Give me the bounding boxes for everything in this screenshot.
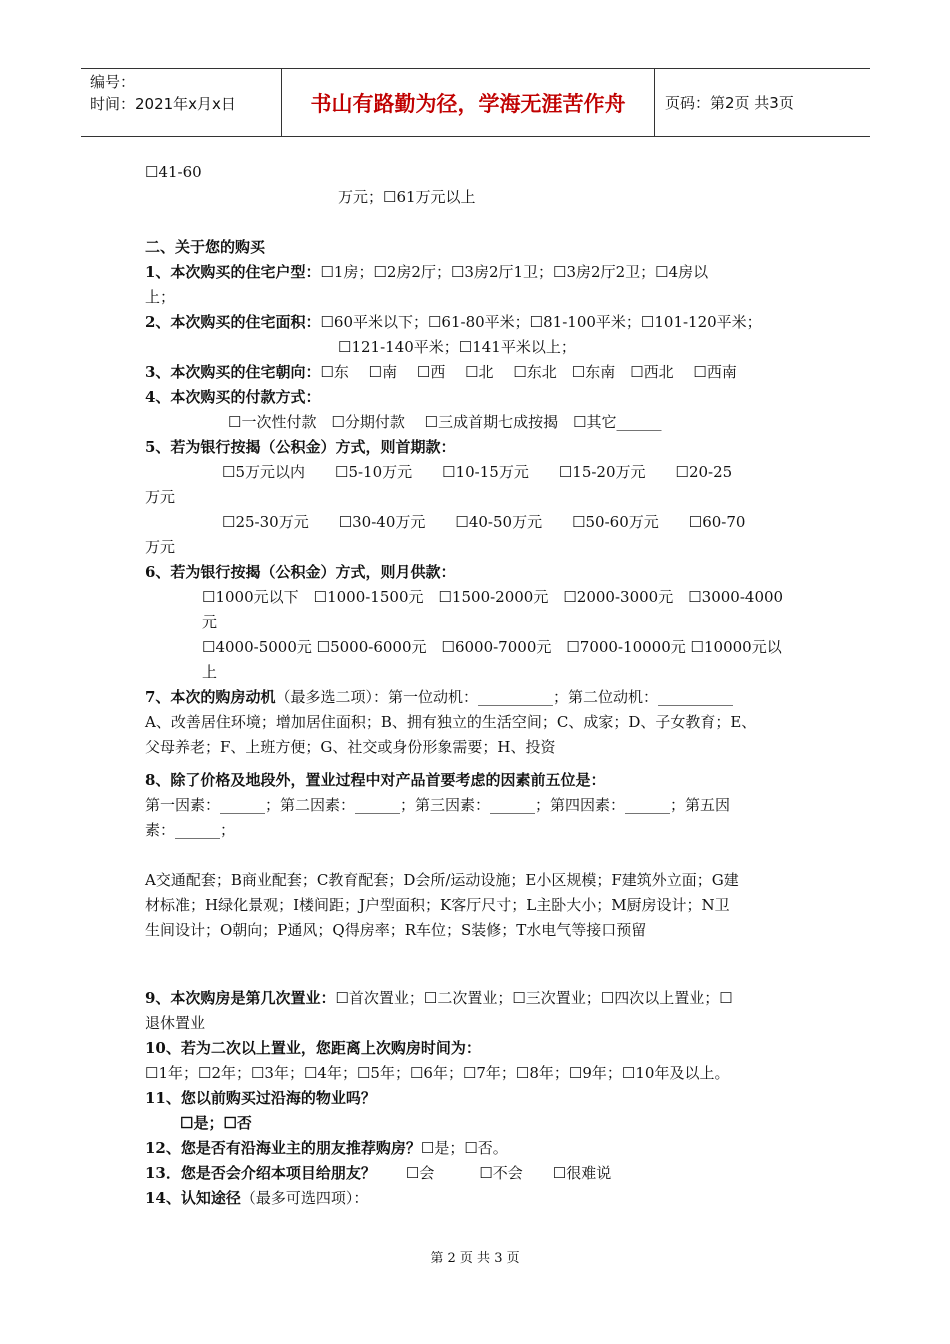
- question-9-options: ☐首次置业；☐二次置业；☐三次置业；☐四次以上置业；☐: [335, 989, 733, 1007]
- question-3-options: ☐东 ☐南 ☐西 ☐北 ☐东北 ☐东南 ☐西北 ☐西南: [320, 363, 737, 381]
- question-4-options: ☐一次性付款 ☐分期付款 ☐三成首期七成按揭 ☐其它______: [228, 413, 662, 431]
- question-1-options: ☐1房；☐2房2厅；☐3房2厅1卫；☐3房2厅2卫；☐4房以: [320, 263, 709, 281]
- question-7-label: 7、本次的购房动机: [145, 688, 276, 706]
- header-page-info: 页码：第2页 共3页: [665, 94, 794, 112]
- question-13: [145, 1163, 611, 1183]
- question-11-label: 11、您以前购买过沿海的物业吗？: [145, 1089, 376, 1107]
- page-footer: 第 2 页 共 3 页: [430, 1251, 520, 1266]
- question-2-options-cont: ☐121-140平米；☐141平米以上；: [338, 338, 576, 356]
- question-6-label: 6、若为银行按揭（公积金）方式，则月供款：: [145, 563, 456, 581]
- question-11-options: ☐是；☐否: [180, 1114, 252, 1132]
- question-2: [145, 312, 762, 332]
- header-meta: [81, 69, 282, 136]
- question-5-options-row1-cont: 万元: [145, 488, 176, 506]
- question-5-options-row2-cont: 万元: [145, 538, 176, 556]
- question-14-hint: （最多可选四项）：: [240, 1189, 369, 1207]
- question-8-factors-2: 材标准；H绿化景观；I楼间距；J户型面积；K客厅尺寸；L主卧大小；M厨房设计；N卫: [145, 896, 730, 914]
- question-4-label: 4、本次购买的付款方式：: [145, 388, 321, 406]
- question-5-label: 5、若为银行按揭（公积金）方式，则首期款：: [145, 438, 456, 456]
- question-7-blanks: （最多选二项）：第一位动机：__________；第二位动机：__________: [275, 688, 733, 706]
- question-1-options-cont: 上；: [145, 288, 176, 306]
- question-14: [145, 1188, 368, 1208]
- question-8-label: 8、除了价格及地段外，置业过程中对产品首要考虑的因素前五位是：: [145, 771, 606, 789]
- question-10-options: ☐1年；☐2年；☐3年；☐4年；☐5年；☐6年；☐7年；☐8年；☐9年；☐10年及以上。: [145, 1064, 730, 1082]
- option-income-41-60: ☐41-60: [145, 163, 202, 181]
- question-5-options-row1: ☐5万元以内 ☐5-10万元 ☐10-15万元 ☐15-20万元 ☐20-25: [222, 463, 733, 481]
- question-1-label: 1、本次购买的住宅户型：: [145, 263, 321, 281]
- question-2-options: ☐60平米以下；☐61-80平米；☐81-100平米；☐101-120平米；: [320, 313, 762, 331]
- question-12: [145, 1138, 508, 1158]
- question-6-options-row2-cont: 上: [202, 663, 218, 681]
- question-9: [145, 988, 733, 1008]
- question-8-factors-1: A交通配套；B商业配套；C教育配套；D会所/运动设施；E小区规模；F建筑外立面；G建: [145, 871, 739, 889]
- question-5-options-row2: ☐25-30万元 ☐30-40万元 ☐40-50万元 ☐50-60万元 ☐60-70: [222, 513, 746, 531]
- header-motto: 书山有路勤为径，学海无涯苦作舟: [282, 69, 655, 136]
- question-3-label: 3、本次购买的住宅朝向：: [145, 363, 321, 381]
- document-date: 时间：2021年x月x日: [90, 95, 236, 113]
- question-13-label: 13．您是否会介绍本项目给朋友？: [145, 1164, 376, 1182]
- section-heading-purchase: 二、关于您的购买: [145, 238, 266, 256]
- question-7: [145, 687, 733, 707]
- question-14-label: 14、认知途径: [145, 1189, 241, 1207]
- question-3: [145, 362, 737, 382]
- question-6-options-row2: ☐4000-5000元 ☐5000-6000元 ☐6000-7000元 ☐7000-10000元 ☐10000元以: [202, 638, 782, 656]
- page-header: [81, 68, 870, 137]
- question-10-label: 10、若为二次以上置业，您距离上次购房时间为：: [145, 1039, 481, 1057]
- option-income-61-plus: 万元；☐61万元以上: [338, 188, 476, 206]
- question-1: [145, 262, 708, 282]
- question-12-label: 12、您是否有沿海业主的朋友推荐购房？: [145, 1139, 421, 1157]
- question-7-choices-1: A、改善居住环境；增加居住面积；B、拥有独立的生活空间；C、成家；D、子女教育；E、: [145, 713, 757, 731]
- question-6-options-row1: ☐1000元以下 ☐1000-1500元 ☐1500-2000元 ☐2000-3000元 ☐3000-4000: [202, 588, 784, 606]
- question-8-factors-3: 生间设计；O朝向；P通风；Q得房率；R车位；S装修；T水电气等接口预留: [145, 921, 647, 939]
- question-9-options-cont: 退休置业: [145, 1014, 206, 1032]
- question-8-blanks: 第一因素：______；第二因素：______；第三因素：______；第四因素：______；第五因: [145, 796, 731, 814]
- question-7-choices-2: 父母养老；F、上班方便；G、社交或身份形象需要；H、投资: [145, 738, 556, 756]
- question-12-options: ☐是；☐否。: [420, 1139, 508, 1157]
- question-6-options-row1-cont: 元: [202, 613, 218, 631]
- question-2-label: 2、本次购买的住宅面积：: [145, 313, 321, 331]
- question-9-label: 9、本次购房是第几次置业：: [145, 989, 336, 1007]
- question-13-options: ☐会 ☐不会 ☐很难说: [375, 1164, 612, 1182]
- document-number-label: 编号：: [90, 73, 136, 91]
- question-8-blanks-cont: 素：______；: [145, 821, 236, 839]
